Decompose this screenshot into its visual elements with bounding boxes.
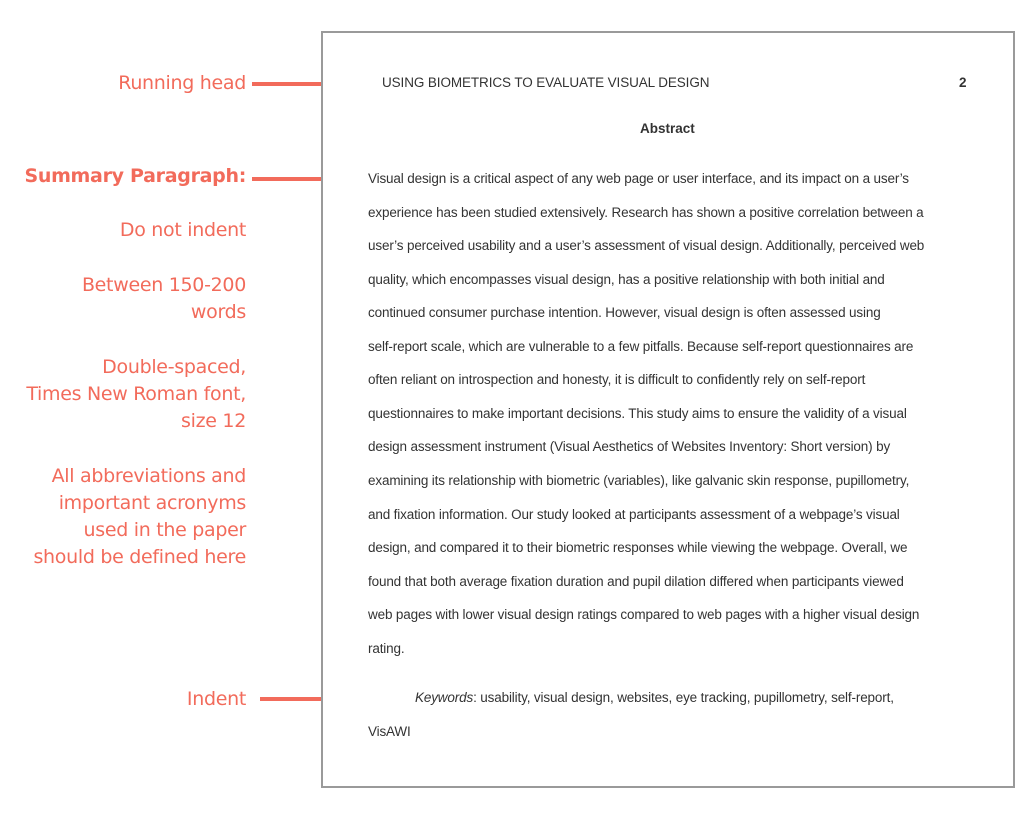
abstract-line: experience has been studied extensively. Research has shown a positive correlation between a [368, 205, 924, 220]
keywords-text: : usability, visual design, websites, eye tracking, pupillometry, self-report, [473, 690, 894, 705]
page-number: 2 [959, 75, 967, 90]
annotation-abbreviations-4: should be defined here [33, 546, 246, 568]
annotation-indent: Indent [186, 688, 246, 710]
abstract-line: design, and compared it to their biometric responses while viewing the webpage. Overall, we [368, 540, 908, 555]
abstract-line: and fixation information. Our study looked at participants assessment of a webpage’s visual [368, 507, 900, 522]
abstract-line: continued consumer purchase intention. However, visual design is often assessed using [368, 305, 881, 320]
annotation-formatting-1: Double-spaced, [102, 356, 246, 378]
keywords-line [415, 690, 894, 705]
running-head: USING BIOMETRICS TO EVALUATE VISUAL DESIGN [382, 75, 710, 90]
abstract-line: quality, which encompasses visual design, has a positive relationship with both initial and [368, 272, 885, 287]
abstract-line: user’s perceived usability and a user’s assessment of visual design. Additionally, perceived web [368, 238, 925, 253]
keywords-line-2: VisAWI [368, 724, 411, 739]
abstract-line: rating. [368, 641, 405, 656]
abstract-line: examining its relationship with biometric (variables), like galvanic skin response, pupillometry, [368, 473, 910, 488]
abstract-line: Visual design is a critical aspect of any web page or user interface, and its impact on a user’s [368, 171, 909, 186]
annotation-abbreviations-2: important acronyms [58, 492, 246, 514]
abstract-line: found that both average fixation duration and pupil dilation differed when participants viewed [368, 574, 904, 589]
keywords-label: Keywords [415, 690, 474, 705]
annotation-formatting-2: Times New Roman font, [26, 383, 246, 405]
annotation-word-count-2: words [190, 301, 246, 323]
annotation-running-head: Running head [118, 72, 246, 94]
annotation-no-indent: Do not indent [119, 219, 246, 241]
annotation-formatting-3: size 12 [181, 410, 246, 432]
annotation-abbreviations-1: All abbreviations and [51, 465, 246, 487]
annotation-word-count-1: Between 150-200 [81, 274, 246, 296]
abstract-line: web pages with lower visual design ratings compared to web pages with a higher visual design [368, 607, 920, 622]
abstract-line: often reliant on introspection and honesty, it is difficult to confidently rely on self-report [368, 372, 866, 387]
annotation-summary-paragraph: Summary Paragraph: [24, 165, 246, 187]
annotation-abbreviations-3: used in the paper [83, 519, 246, 541]
abstract-line: design assessment instrument (Visual Aesthetics of Websites Inventory: Short version) by [368, 439, 891, 454]
abstract-line: questionnaires to make important decisions. This study aims to ensure the validity of a visual [368, 406, 907, 421]
abstract-line: self-report scale, which are vulnerable to a few pitfalls. Because self-report questionnaires are [368, 339, 914, 354]
abstract-heading: Abstract [640, 121, 695, 136]
